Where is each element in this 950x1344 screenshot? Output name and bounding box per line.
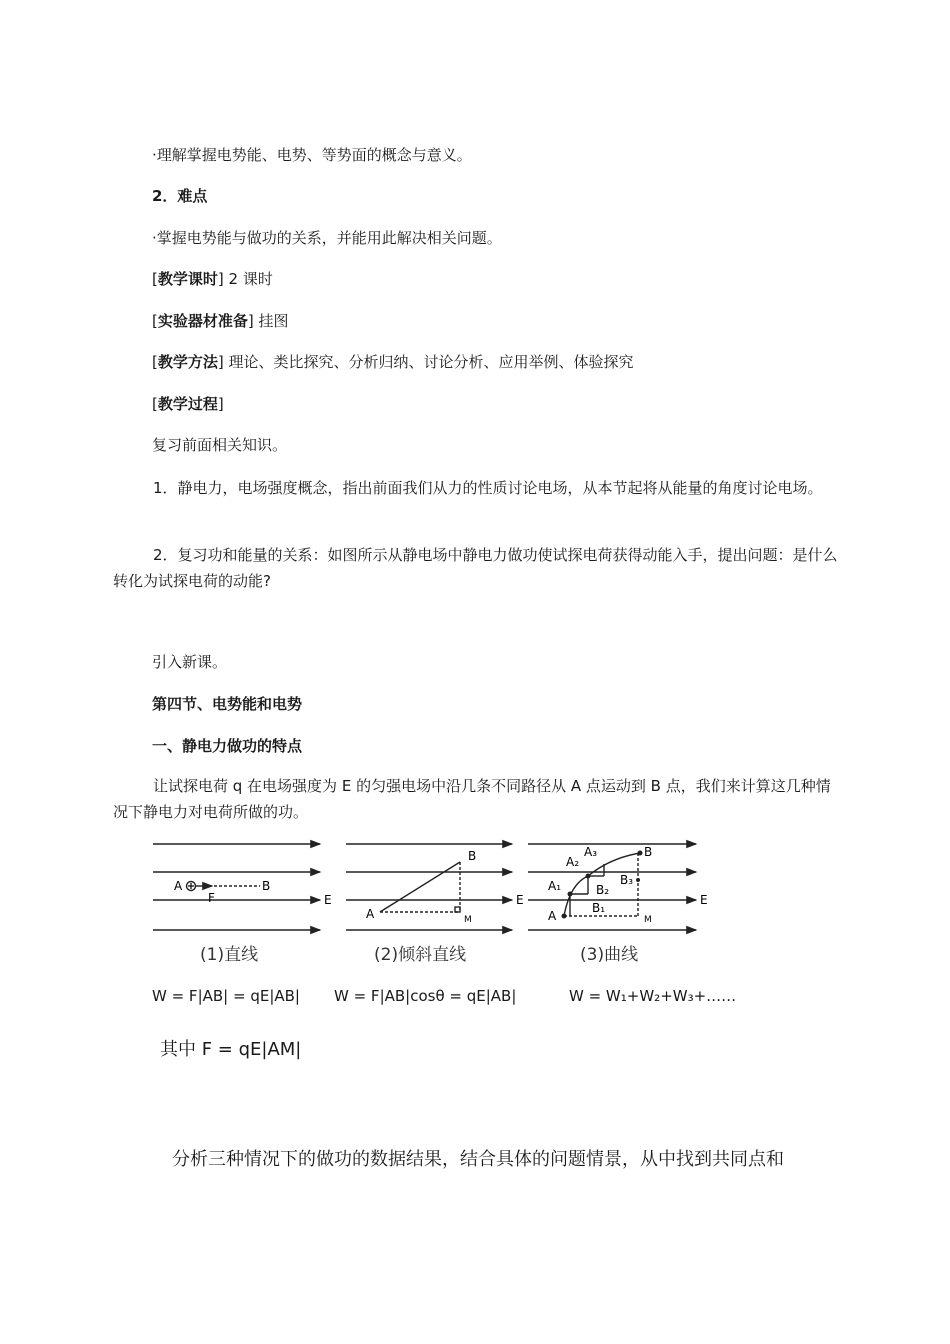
label-a1: A₁ [548, 879, 562, 893]
label-b1: B₁ [592, 901, 606, 915]
label-e-1: E [324, 893, 332, 907]
label-b3: B₃ [620, 873, 634, 887]
intro-line: 引入新课。 [152, 653, 228, 671]
label-a-1: A [174, 879, 183, 893]
paragraph-3 [113, 773, 841, 825]
label-a2: A₂ [566, 855, 580, 869]
electric-field-figure [148, 836, 718, 972]
paragraph-2-text: 2．复习功和能量的关系：如图所示从静电场中静电力做功使试探电荷获得动能入手，提出问题：是什么转化为试探电荷的动能? [113, 546, 838, 590]
caption-1: (1)直线 [200, 945, 259, 965]
label-f: F [208, 891, 215, 905]
teaching-methods-value: 理论、类比探究、分析归纳、讨论分析、应用举例、体验探究 [223, 353, 634, 371]
objective-line: ·理解掌握电势能、电势、等势面的概念与意义。 [152, 146, 472, 164]
teaching-process: [教学过程] [152, 395, 224, 413]
paragraph-1-text: 1．静电力，电场强度概念，指出前面我们从力的性质讨论电场，从本节起将从能量的角度讨论电场。 [153, 479, 823, 497]
equipment: [实验器材准备] 挂图 [152, 312, 289, 330]
paragraph-1 [113, 475, 841, 501]
teaching-methods-label: 教学方法 [157, 353, 218, 371]
subsection-title: 一、静电力做功的特点 [152, 737, 303, 755]
label-b-2: B [468, 849, 477, 863]
teaching-methods: [教学方法] 理论、类比探究、分析归纳、讨论分析、应用举例、体验探究 [152, 353, 634, 371]
label-e-2: E [516, 893, 524, 907]
force-note: 其中 F = qE|AM| [160, 1039, 302, 1060]
label-b-1: B [262, 879, 271, 893]
label-m-3: M [644, 915, 652, 925]
review-line: 复习前面相关知识。 [152, 436, 288, 454]
label-a-2: A [366, 907, 375, 921]
caption-2: (2)倾斜直线 [374, 945, 467, 965]
formula-1: W = F|AB| = qE|AB| [152, 987, 300, 1005]
difficulty-heading: 2．难点 [152, 187, 208, 205]
teaching-hours-label: 教学课时 [157, 270, 218, 288]
teaching-hours: [教学课时] 2 课时 [152, 270, 273, 288]
teaching-process-label: 教学过程 [157, 395, 218, 413]
label-m-2: M [464, 915, 472, 925]
formula-3: W = W₁+W₂+W₃+…… [569, 987, 737, 1005]
label-a: A [548, 909, 557, 923]
section-title: 第四节、电势能和电势 [152, 695, 303, 713]
label-b: B [644, 845, 653, 859]
label-a3: A₃ [584, 845, 598, 859]
analysis-line: 分析三种情况下的做功的数据结果，结合具体的问题情景，从中找到共同点和 [172, 1149, 784, 1170]
difficulty-line: ·掌握电势能与做功的关系，并能用此解决相关问题。 [152, 229, 502, 247]
equipment-label: 实验器材准备 [157, 312, 248, 330]
caption-3: (3)曲线 [580, 945, 639, 965]
formula-2: W = F|AB|cosθ = qE|AB| [334, 987, 517, 1005]
equipment-value: 挂图 [253, 312, 289, 330]
teaching-hours-value: 2 课时 [223, 270, 273, 288]
label-b2: B₂ [596, 883, 610, 897]
label-e-3: E [700, 893, 708, 907]
paragraph-2 [113, 542, 841, 594]
paragraph-3-text: 让试探电荷 q 在电场强度为 E 的匀强电场中沿几条不同路径从 A 点运动到 B 点，我们来计算这几种情况下静电力对电荷所做的功。 [113, 777, 831, 821]
